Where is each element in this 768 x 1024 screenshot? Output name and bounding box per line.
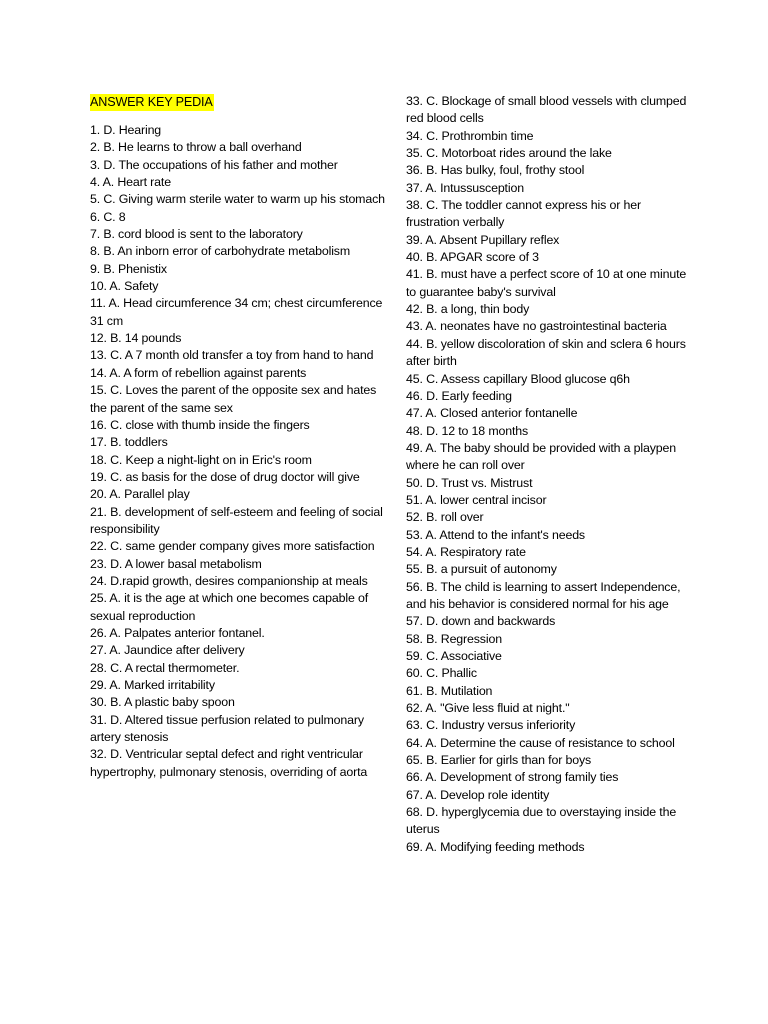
answer-item: 30. B. A plastic baby spoon	[90, 695, 235, 710]
answer-item: 47. A. Closed anterior fontanelle	[406, 406, 578, 421]
answer-item: 26. A. Palpates anterior fontanel.	[90, 625, 265, 640]
answer-item: 20. A. Parallel play	[90, 487, 190, 502]
answer-item: 45. C. Assess capillary Blood glucose q6h	[406, 371, 630, 386]
answer-item: 4. A. Heart rate	[90, 175, 171, 190]
answer-item: 10. A. Safety	[90, 279, 159, 294]
answer-item: 68. D. hyperglycemia due to overstaying inside the uterus	[406, 805, 677, 837]
answer-item: 29. A. Marked irritability	[90, 678, 215, 692]
answer-item: 6. C. 8	[90, 209, 126, 224]
answer-item: 2. B. He learns to throw a ball overhand	[90, 140, 302, 155]
answer-item: 17. B. toddlers	[90, 435, 168, 450]
answer-item: 31. D. Altered tissue perfusion related to pulmonary artery stenosis	[90, 712, 364, 745]
answer-item: 48. D. 12 to 18 months	[406, 423, 529, 438]
answer-item: 32. D. Ventricular septal defect and right ventricular hypertrophy, pulmonary stenosis, overriding of aorta	[90, 747, 368, 779]
answer-item: 66. A. Development of strong family ties	[406, 770, 619, 785]
answer-item: 3. D. The occupations of his father and mother	[90, 157, 338, 172]
answer-item: 60. C. Phallic	[406, 666, 477, 681]
answer-item: 65. B. Earlier for girls than for boys	[406, 753, 592, 768]
answer-item: 25. A. it is the age at which one becomes capable of sexual reproduction	[90, 591, 369, 623]
answer-list-right	[406, 93, 690, 856]
answer-item: 56. B. The child is learning to assert Independence, and his behavior is considered normal for his age	[406, 579, 681, 611]
answer-item: 58. B. Regression	[406, 631, 502, 646]
answer-item: 67. A. Develop role identity	[406, 787, 550, 802]
answer-item: 14. A. A form of rebellion against parents	[90, 365, 307, 380]
answer-item: 61. B. Mutilation	[406, 683, 493, 698]
answer-item: 9. B. Phenistix	[90, 261, 167, 276]
answer-item: 44. B. yellow discoloration of skin and sclera 6 hours after birth	[406, 336, 686, 369]
answer-item: 36. B. Has bulky, foul, frothy stool	[406, 163, 585, 178]
answer-item: 7. B. cord blood is sent to the laboratory	[90, 227, 303, 242]
answer-item: 16. C. close with thumb inside the fingers	[90, 417, 310, 432]
answer-item: 53. A. Attend to the infant's needs	[406, 527, 585, 542]
answer-item: 55. B. a pursuit of autonomy	[406, 562, 557, 577]
answer-item: 35. C. Motorboat rides around the lake	[406, 146, 612, 161]
answer-item: 24. D.rapid growth, desires companionship at meals	[90, 573, 368, 588]
answer-item: 33. C. Blockage of small blood vessels with clumped red blood cells	[406, 94, 687, 126]
answer-item: 21. B. development of self-esteem and feeling of social responsibility	[90, 504, 383, 536]
answer-item: 19. C. as basis for the dose of drug doctor will give	[90, 469, 360, 484]
answer-item: 41. B. must have a perfect score of 10 at one minute to guarantee baby's survival	[406, 267, 687, 299]
answer-item: 63. C. Industry versus inferiority	[406, 718, 576, 733]
answer-item: 42. B. a long, thin body	[406, 302, 530, 317]
answer-item: 13. C. A 7 month old transfer a toy from hand to hand	[90, 348, 374, 363]
title-wrap	[90, 92, 386, 122]
answer-item: 5. C. Giving warm sterile water to warm up his stomach	[90, 192, 385, 207]
answer-item: 12. B. 14 pounds	[90, 331, 182, 346]
answer-item: 57. D. down and backwards	[406, 614, 556, 629]
answer-item: 69. A. Modifying feeding methods	[406, 839, 585, 854]
answer-item: 62. A. "Give less fluid at night."	[406, 701, 570, 716]
answer-item: 37. A. Intussusception	[406, 180, 524, 195]
answer-item: 23. D. A lower basal metabolism	[90, 556, 262, 571]
answer-item: 40. B. APGAR score of 3	[406, 250, 539, 265]
answer-item: 1. D. Hearing	[90, 123, 162, 137]
answer-item: 46. D. Early feeding	[406, 388, 512, 403]
answer-item: 39. A. Absent Pupillary reflex	[406, 232, 560, 247]
answer-item: 27. A. Jaundice after delivery	[90, 643, 245, 658]
answer-item: 59. C. Associative	[406, 649, 502, 663]
left-column	[90, 92, 386, 781]
answer-item: 38. C. The toddler cannot express his or her frustration verbally	[406, 198, 641, 230]
answer-item: 34. C. Prothrombin time	[406, 128, 534, 143]
answer-list-left	[90, 122, 386, 781]
answer-item: 54. A. Respiratory rate	[406, 544, 526, 559]
answer-item: 15. C. Loves the parent of the opposite sex and hates the parent of the same sex	[90, 383, 377, 415]
answer-item: 52. B. roll over	[406, 510, 484, 525]
answer-item: 49. A. The baby should be provided with a playpen where he can roll over	[406, 440, 677, 473]
answer-item: 64. A. Determine the cause of resistance to school	[406, 735, 675, 750]
answer-item: 22. C. same gender company gives more satisfaction	[90, 539, 375, 554]
answer-item: 8. B. An inborn error of carbohydrate metabolism	[90, 244, 351, 259]
answer-item: 51. A. lower central incisor	[406, 492, 547, 507]
answer-item: 11. A. Head circumference 34 cm; chest circumference 31 cm	[90, 296, 383, 328]
right-column	[406, 93, 690, 856]
answer-item: 43. A. neonates have no gastrointestinal bacteria	[406, 319, 667, 334]
answer-item: 50. D. Trust vs. Mistrust	[406, 475, 533, 490]
answer-item: 28. C. A rectal thermometer.	[90, 660, 240, 675]
answer-item: 18. C. Keep a night-light on in Eric's room	[90, 452, 312, 467]
document-title: ANSWER KEY PEDIA	[90, 95, 213, 109]
